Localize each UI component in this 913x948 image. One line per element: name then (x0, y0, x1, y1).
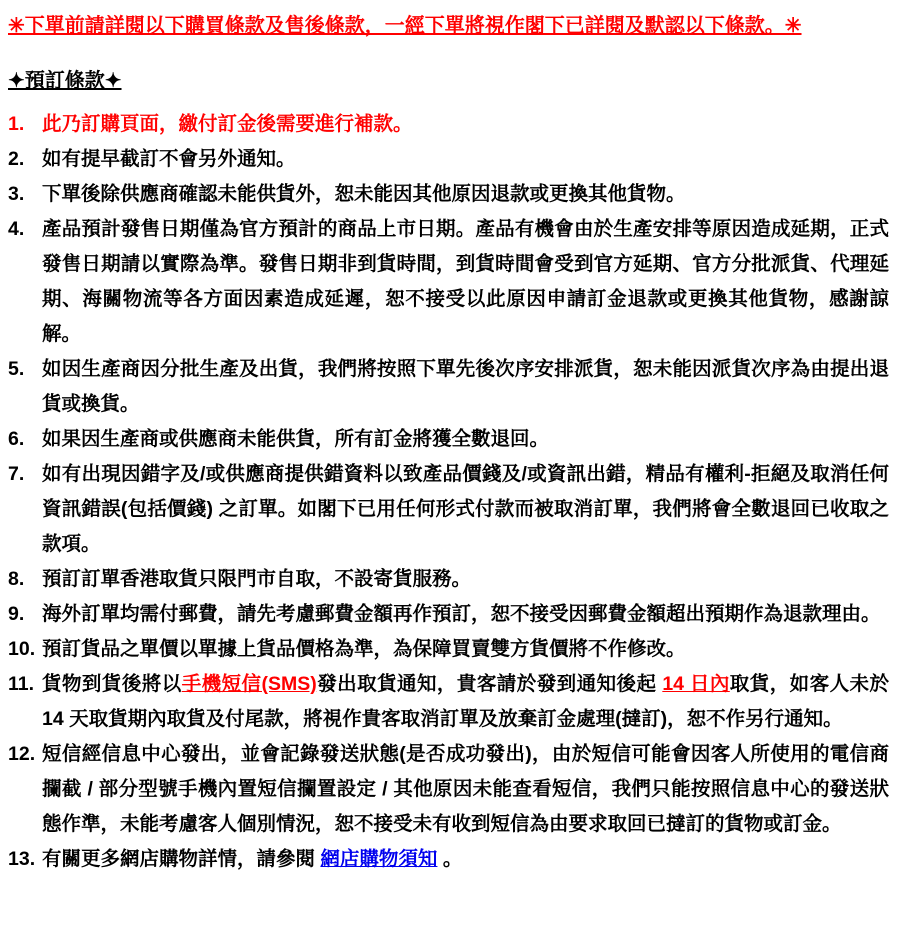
term-text (42, 422, 889, 457)
term-number: 12. (8, 743, 36, 765)
term-segment: 發出取貨通知，貴客請於發到通知後起 (316, 673, 663, 695)
term-segment: 如果因生產商或供應商未能供貨，所有訂金將獲全數退回。 (42, 428, 550, 450)
term-number: 13. (8, 848, 36, 870)
term-number: 2. (8, 148, 25, 170)
term-text (42, 842, 889, 877)
term-segment: 預訂訂單香港取貨只限門市自取，不設寄貨服務。 (42, 568, 472, 590)
term-number: 4. (8, 218, 25, 240)
term-text (42, 667, 889, 737)
term-segment: 產品預計發售日期僅為官方預計的商品上市日期。產品有機會由於生產安排等原因造成延期，正式發售日期請以實際為準。發售日期非到貨時間，到貨時間會受到官方延期、官方分批派貨、代理延期、海關物流等各方面因素造成延遲，恕不接受以此原因申請訂金退款或更換其他貨物，感謝諒解。 (42, 218, 889, 345)
term-text (42, 352, 889, 422)
term-number: 1. (8, 113, 25, 135)
terms-list (8, 107, 889, 877)
term-item-1 (8, 107, 889, 142)
term-segment: 如因生產商因分批生產及出貨，我們將按照下單先後次序安排派貨，恕未能因派貨次序為由提出退貨或換貨。 (42, 358, 889, 415)
term-segment: 下單後除供應商確認未能供貨外，恕未能因其他原因退款或更換其他貨物。 (42, 183, 686, 205)
term-number: 11. (8, 673, 35, 695)
term-item-12 (8, 737, 889, 842)
term-segment: 如有出現因錯字及/或供應商提供錯資料以致產品價錢及/或資訊出錯，精品有權利-拒絕及取消任何資訊錯誤(包括價錢) 之訂單。如閣下已用任何形式付款而被取消訂單，我們將會全數退回已收取之款項。 (42, 463, 889, 555)
term-segment: 預訂貨品之單價以單據上貨品價格為準，為保障買賣雙方貨價將不作修改。 (42, 638, 686, 660)
term-segment: 短信經信息中心發出，並會記錄發送狀態(是否成功發出)，由於短信可能會因客人所使用的電信商攔截 / 部分型號手機內置短信攔置設定 / 其他原因未能查看短信，我們只能按照信息中心的發送狀態作準，未能考慮客人個別情況，恕不接受未有收到短信為由要求取回已撻訂的貨物或訂金。 (42, 743, 889, 835)
term-segment: 如有提早截訂不會另外通知。 (42, 148, 296, 170)
term-item-8 (8, 562, 889, 597)
term-number: 3. (8, 183, 25, 205)
term-number: 6. (8, 428, 25, 450)
term-item-4 (8, 212, 889, 352)
term-item-5 (8, 352, 889, 422)
term-text (42, 212, 889, 352)
term-segment: 有關更多網店購物詳情，請參閱 (42, 848, 321, 870)
term-number: 5. (8, 358, 25, 380)
term-number: 10. (8, 638, 36, 660)
term-number: 7. (8, 463, 25, 485)
term-segment: 。 (437, 848, 463, 870)
term-segment: 取貨，如客人未於14 天取貨期內取貨及付尾款，將視作貴客取消訂單及放棄訂金處理(撻訂)，恕不作另行通知。 (42, 673, 889, 730)
term-text (42, 597, 889, 632)
section-header-preorder-terms: ✦預訂條款✦ (8, 70, 122, 92)
term-text (42, 107, 889, 142)
term-text (42, 457, 889, 562)
term-text (42, 737, 889, 842)
page-title: ✳下單前請詳閱以下購買條款及售後條款，一經下單將視作閣下已詳閱及默認以下條款。✳ (8, 15, 802, 37)
term-item-13 (8, 842, 889, 877)
highlighted-text: 14 日內 (662, 673, 730, 695)
term-segment: 此乃訂購頁面，繳付訂金後需要進行補款。 (42, 113, 413, 135)
shop-guide-link[interactable]: 網店購物須知 (320, 848, 438, 870)
term-item-7 (8, 457, 889, 562)
term-segment: 海外訂單均需付郵費，請先考慮郵費金額再作預訂，恕不接受因郵費金額超出預期作為退款理由。 (42, 603, 881, 625)
term-item-11 (8, 667, 889, 737)
term-text (42, 562, 889, 597)
highlighted-text: 手機短信(SMS) (181, 673, 317, 695)
term-number: 8. (8, 568, 25, 590)
term-item-6 (8, 422, 889, 457)
term-item-3 (8, 177, 889, 212)
term-item-2 (8, 142, 889, 177)
term-item-10 (8, 632, 889, 667)
term-number: 9. (8, 603, 25, 625)
term-text (42, 142, 889, 177)
term-segment: 貨物到貨後將以 (42, 673, 182, 695)
term-text (42, 632, 889, 667)
term-text (42, 177, 889, 212)
term-item-9 (8, 597, 889, 632)
